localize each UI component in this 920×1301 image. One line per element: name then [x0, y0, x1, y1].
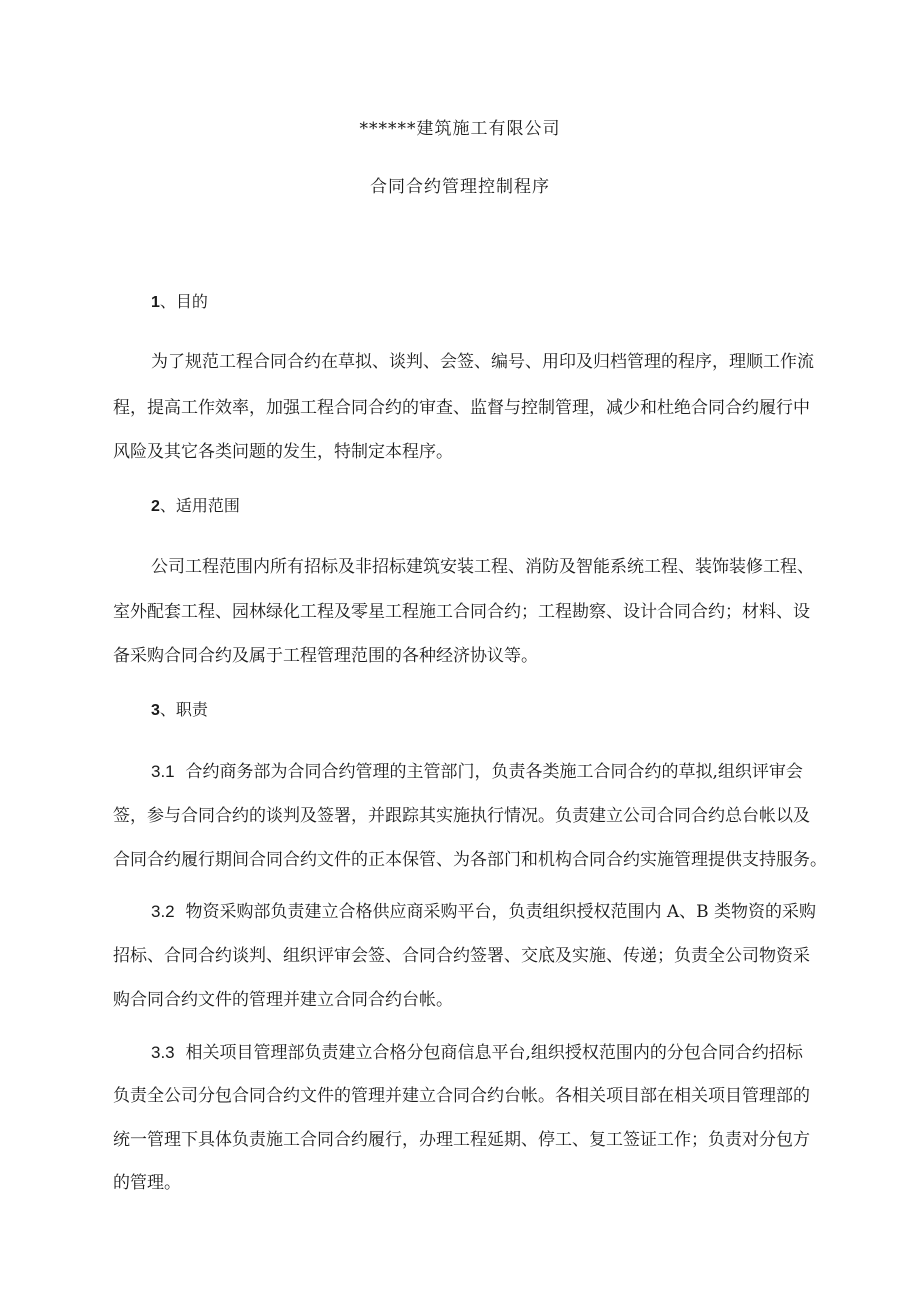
paragraph-line: 风险及其它各类问题的发生，特制定本程序。 — [113, 442, 453, 462]
paragraph-line: 合约商务部为合同合约管理的主管部门，负责各类施工合同合约的草拟,组织评审会 — [185, 762, 803, 782]
paragraph-line: 购合同合约文件的管理并建立合同合约台帐。 — [113, 990, 453, 1010]
paragraph-line: 相关项目管理部负责建立合格分包商信息平台,组织授权范围内的分包合同合约招标 — [185, 1043, 803, 1063]
subsection-first-line — [151, 757, 803, 782]
paragraph-line: 签，参与合同合约的谈判及签署，并跟踪其实施执行情况。负责建立公司合同合约总台帐以及 — [113, 806, 810, 826]
paragraph-line: 的管理。 — [113, 1173, 181, 1193]
subsection-first-line — [151, 1038, 803, 1063]
paragraph-line: 招标、合同合约谈判、组织评审会签、合同合约签署、交底及实施、传递；负责全公司物资采 — [113, 946, 810, 966]
paragraph-line: 负责全公司分包合同合约文件的管理并建立合同合约台帐。各相关项目部在相关项目管理部的 — [113, 1086, 810, 1106]
section-title: 、目的 — [159, 292, 208, 311]
subsection-number: 3.3 — [151, 1043, 175, 1062]
subsection-number: 3.1 — [151, 762, 175, 781]
section-number: 3 — [151, 702, 160, 719]
subsection-first-line — [151, 897, 816, 922]
paragraph-line: 物资采购部负责建立合格供应商采购平台，负责组织授权范围内 A、B 类物资的采购 — [185, 902, 817, 922]
paragraph-line: 为了规范工程合同合约在草拟、谈判、会签、编号、用印及归档管理的程序，理顺工作流 — [151, 352, 814, 372]
paragraph-line: 统一管理下具体负责施工合同合约履行，办理工程延期、停工、复工签证工作；负责对分包方 — [113, 1130, 810, 1150]
section-heading-purpose — [151, 289, 208, 312]
paragraph-line: 备采购合同合约及属于工程管理范围的各种经济协议等。 — [113, 646, 538, 666]
paragraph-line: 合同合约履行期间合同合约文件的正本保管、为各部门和机构合同合约实施管理提供支持服务。 — [113, 850, 827, 870]
subsection-number: 3.2 — [151, 902, 175, 921]
paragraph-line: 程，提高工作效率，加强工程合同合约的审查、监督与控制管理，减少和杜绝合同合约履行中 — [113, 398, 810, 418]
section-number: 2 — [151, 498, 160, 515]
company-title: ******建筑施工有限公司 — [359, 119, 561, 139]
document-title: 合同合约管理控制程序 — [370, 177, 550, 197]
section-title: 、职责 — [159, 700, 208, 719]
paragraph-line: 公司工程范围内所有招标及非招标建筑安装工程、消防及智能系统工程、装饰装修工程、 — [151, 557, 814, 577]
section-number: 1 — [151, 294, 160, 311]
section-title: 、适用范围 — [159, 496, 240, 515]
section-heading-responsibilities — [151, 697, 208, 720]
section-heading-scope — [151, 493, 240, 516]
paragraph-line: 室外配套工程、园林绿化工程及零星工程施工合同合约；工程勘察、设计合同合约；材料、设 — [113, 602, 810, 622]
